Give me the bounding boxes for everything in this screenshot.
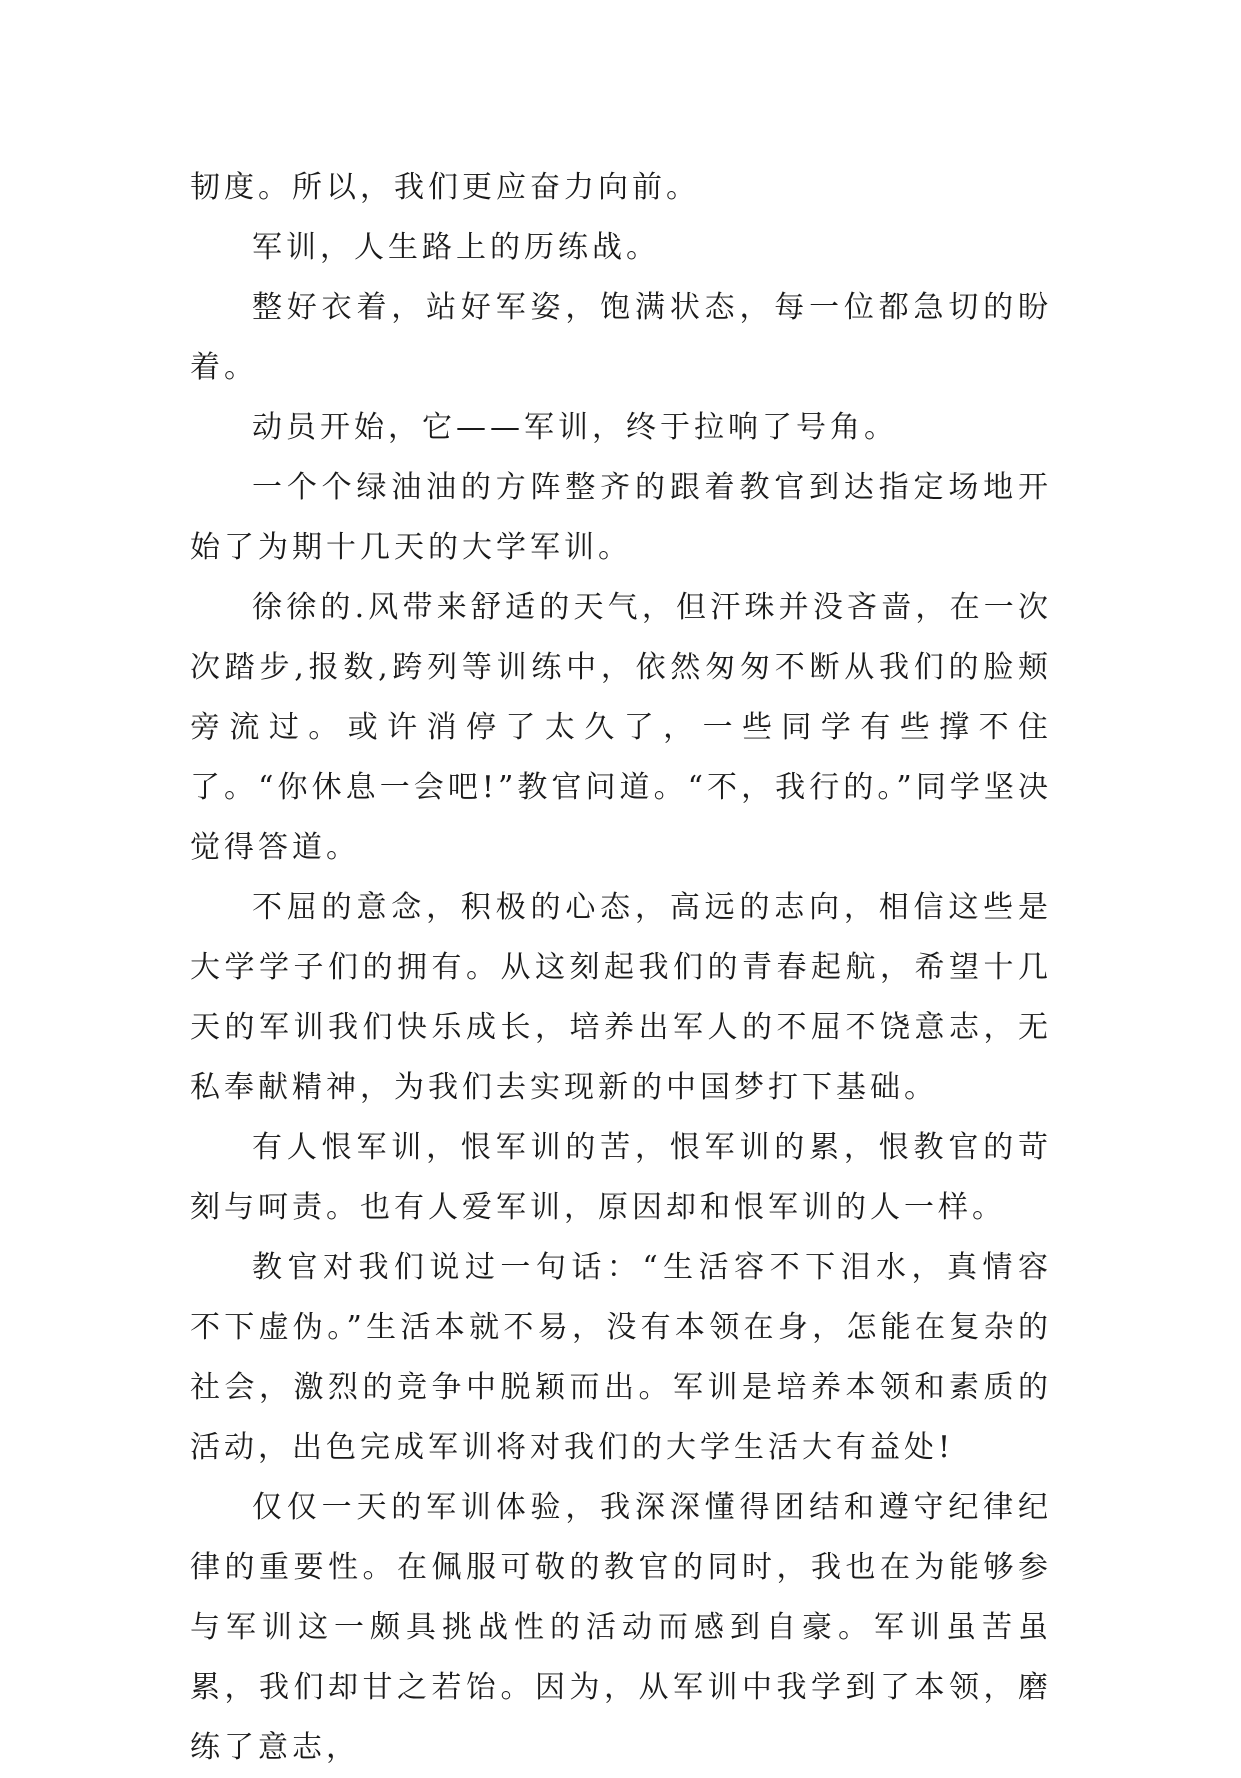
paragraph-8: 有人恨军训，恨军训的苦，恨军训的累，恨教官的苛刻与呵责。也有人爱军训，原因却和恨军训的人一样。 [190,1130,1052,1225]
paragraph-9: 教官对我们说过一句话：“生活容不下泪水，真情容不下虚伪。”生活本就不易，没有本领在身，怎能在复杂的社会，激烈的竞争中脱颖而出。军训是培养本领和素质的活动，出色完成军训将对我们的大学生活大有益处! [190,1250,1052,1465]
paragraph-7: 不屈的意念，积极的心态，高远的志向，相信这些是大学学子们的拥有。从这刻起我们的青春起航，希望十几天的军训我们快乐成长，培养出军人的不屈不饶意志，无私奉献精神，为我们去实现新的中国梦打下基础。 [190,890,1052,1105]
paragraph-5: 一个个绿油油的方阵整齐的跟着教官到达指定场地开始了为期十几天的大学军训。 [190,470,1052,565]
paragraph-2: 军训，人生路上的历练战。 [252,230,660,265]
paragraph-6: 徐徐的.风带来舒适的天气，但汗珠并没吝啬，在一次次踏步,报数,跨列等训练中，依然匆匆不断从我们的脸颊旁流过。或许消停了太久了，一些同学有些撑不住了。“你休息一会吧!”教官问道。“不，我行的。”同学坚决觉得答道。 [190,590,1052,865]
article-body [190,158,1052,1778]
paragraph-4: 动员开始，它——军训，终于拉响了号角。 [252,410,898,445]
paragraph-1: 韧度。所以，我们更应奋力向前。 [190,170,700,205]
paragraph-10: 仅仅一天的军训体验，我深深懂得团结和遵守纪律纪律的重要性。在佩服可敬的教官的同时，我也在为能够参与军训这一颇具挑战性的活动而感到自豪。军训虽苦虽累，我们却甘之若饴。因为，从军训中我学到了本领，磨练了意志， [190,1490,1052,1765]
paragraph-3: 整好衣着，站好军姿，饱满状态，每一位都急切的盼着。 [190,290,1052,385]
